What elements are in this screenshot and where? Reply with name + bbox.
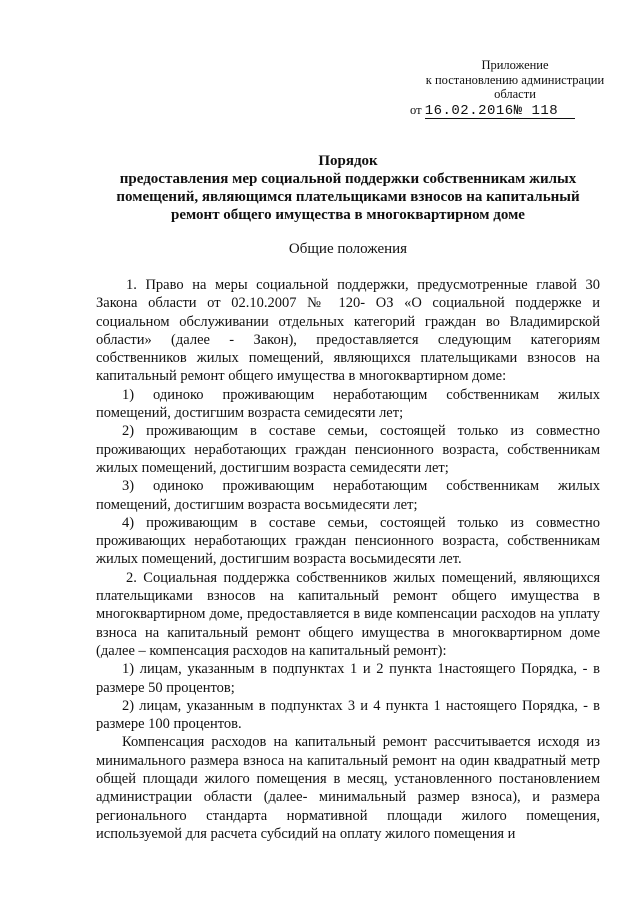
list-item-1-4: 4) проживающим в составе семьи, состоящей только из совместно проживающих неработающих граждан пенсионного возраста, собственникам жилых помещений, достигшим возраста восьмидесяти лет. — [96, 514, 600, 568]
title-subtitle: предоставления мер социальной поддержки собственникам жилых помещений, являющимся плательщиками взносов на капитальный ремонт общего имущества в многоквартирном доме — [116, 171, 580, 223]
list-item-2-2: 2) лицам, указанным в подпунктах 3 и 4 пункта 1 настоящего Порядка, - в размере 100 процентов. — [96, 697, 600, 733]
list-item-1-3: 3) одиноко проживающим неработающим собственникам жилых помещений, достигшим возраста восьмидесяти лет; — [96, 478, 600, 513]
paragraph-compensation: Компенсация расходов на капитальный ремонт рассчитывается исходя из минимального размера взноса на капитальный ремонт на один квадратный метр общей площади жилого помещения в месяц, установленного постановлением администрации области (далее- минимальный размер взноса), и размера регионального стандарта нормативной площади жилого помещения, используемой для расчета субсидий на оплату жилого помещения и — [96, 734, 600, 842]
appendix-date-line — [400, 103, 630, 120]
document-body — [96, 276, 600, 843]
document-title — [96, 152, 600, 224]
list-item-1-2: 2) проживающим в составе семьи, состоящей только из совместно проживающих неработающих граждан пенсионного возраста, собственникам жилых помещений, достигшим возраста семидесяти лет; — [96, 423, 600, 476]
title-heading: Порядок — [318, 153, 378, 169]
list-item-1-1: 1) одиноко проживающим неработающим собственникам жилых помещений, достигшим возраста семидесяти лет; — [96, 386, 600, 422]
appendix-line-2: к постановлению администрации — [425, 72, 605, 87]
appendix-block — [400, 58, 630, 119]
section-heading: Общие положения — [288, 241, 408, 257]
list-item-2-1: 1) лицам, указанным в подпунктах 1 и 2 пункта 1настоящего Порядка, - в размере 50 процентов; — [96, 661, 600, 696]
handwritten-date-number: 16.02.2016№ 118 — [425, 104, 575, 120]
appendix-line-1: Приложение — [481, 58, 549, 72]
paragraph-1: 1. Право на меры социальной поддержки, предусмотренные главой 30 Закона области от 02.10.2007 № 120- ОЗ «О социальной поддержке и социальном обслуживании отдельных категорий граждан во Владимирской области» (далее - Закон), предоставляется следующим категориям собственников жилых помещений, являющихся плательщиками взносов на капитальный ремонт общего имущества в многоквартирном доме: — [96, 277, 600, 385]
paragraph-2: 2. Социальная поддержка собственников жилых помещений, являющихся плательщиками взносов на капитальный ремонт общего имущества в многоквартирном доме, предоставляется в виде компенсации расходов на уплату взноса на капитальный ремонт общего имущества в многоквартирном доме (далее – компенсация расходов на капитальный ремонт): — [96, 569, 600, 659]
appendix-line-3: области — [494, 87, 536, 101]
date-prefix: от — [410, 102, 422, 117]
